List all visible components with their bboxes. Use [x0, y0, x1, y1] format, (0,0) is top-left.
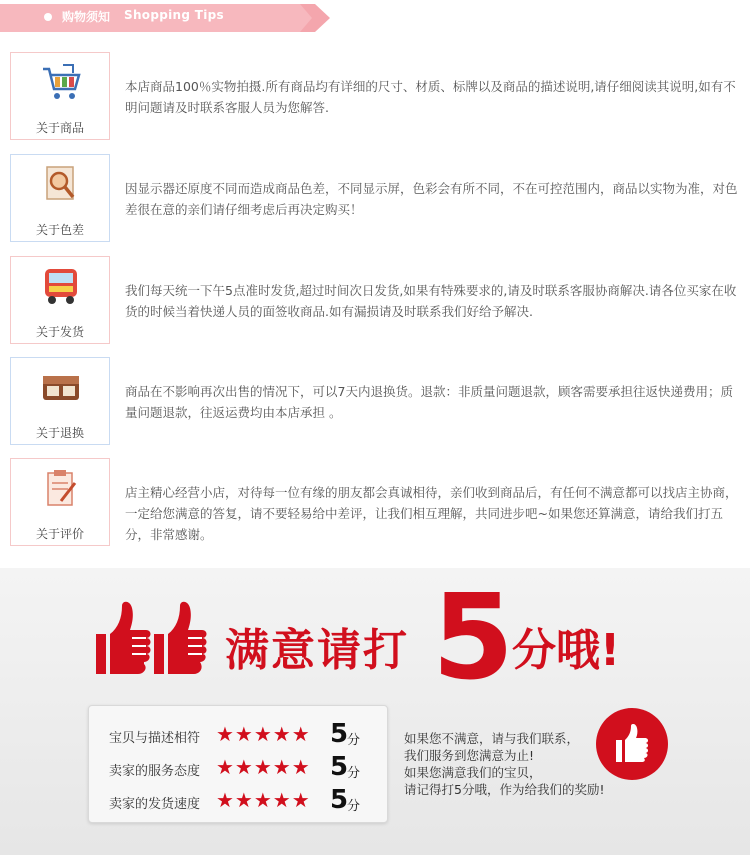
rating-unit: 分 [347, 766, 361, 781]
tip-text: 我们每天统一下午5点准时发货,超过时间次日发货,如果有特殊要求的,请及时联系客服协商解决.请各位买家在收货的时候当着快递人员的面签收商品.如有漏损请及时联系我们好给予解决. [125, 283, 737, 319]
tip-icon-box [10, 256, 110, 344]
rating-label: 宝贝与描述相符 [109, 731, 201, 746]
thumbs-up-icon [614, 724, 650, 764]
tip-text: 商品在不影响再次出售的情况下，可以7天内退换货。退款：非质量问题退款，顾客需要承担往返快递费用；质量问题退款，往返运费均由本店承担 。 [125, 384, 733, 420]
rating-unit: 分 [347, 733, 361, 748]
note-line: 请记得打5分哦，作为给我们的奖励! [404, 782, 605, 797]
clipboard-pen-icon [39, 467, 83, 511]
ribbon-title-en: Shopping Tips [124, 8, 224, 22]
tip-shipping [10, 256, 740, 344]
rating-row [89, 786, 387, 816]
thumbs-up-badge [596, 708, 668, 780]
star-icons: ★★★★★ [216, 788, 311, 812]
rating-score: 5 [330, 752, 349, 782]
shopping-tips-ribbon [0, 0, 330, 34]
rating-row [89, 720, 387, 750]
banner-five: 5 [432, 568, 515, 706]
tip-label: 关于色差 [35, 223, 84, 237]
rating-unit: 分 [347, 799, 361, 814]
rating-label: 卖家的服务态度 [109, 764, 201, 779]
rating-row [89, 753, 387, 783]
tip-label: 关于发货 [35, 325, 84, 339]
tip-text: 因显示器还原度不同而造成商品色差，不同显示屏，色彩会有所不同，不在可控范围内，商品以实物为准，对色差很在意的亲们请仔细考虑后再决定购买！ [125, 181, 738, 217]
tip-color [10, 154, 740, 242]
rating-label: 卖家的发货速度 [109, 797, 201, 812]
ribbon-dot-icon [44, 13, 52, 21]
bus-icon [39, 265, 83, 309]
tip-icon-box [10, 154, 110, 242]
note-line: 如果您不满意，请与我们联系， [404, 731, 580, 746]
tip-icon-box [10, 357, 110, 445]
tip-text: 店主精心经营小店，对待每一位有缘的朋友都会真诚相待，亲们收到商品后，有任何不满意都可以找店主协商，一定给您满意的答复，请不要轻易给中差评，让我们相互理解，共同进步吧~如果您还算满意，请给我们打五分，非常感谢。 [125, 485, 738, 542]
banner-title: 满意请打 [225, 625, 409, 676]
note-line: 如果您满意我们的宝贝， [404, 765, 542, 780]
magnifier-icon [39, 163, 83, 207]
tip-product [10, 52, 740, 140]
tip-label: 关于商品 [35, 121, 84, 135]
wallet-icon [39, 366, 83, 410]
star-icons: ★★★★★ [216, 722, 311, 746]
tip-return [10, 357, 740, 445]
ribbon-title-cn: 购物须知 [62, 10, 111, 24]
star-icons: ★★★★★ [216, 755, 311, 779]
note-line: 我们服务到您满意为止! [404, 748, 535, 763]
tip-text: 本店商品100％实物拍摄.所有商品均有详细的尺寸、材质、标牌以及商品的描述说明,请仔细阅读其说明,如有不明问题请及时联系客服人员为您解答. [125, 79, 736, 115]
tip-review [10, 458, 740, 546]
tip-label: 关于退换 [35, 426, 84, 440]
rating-score: 5 [330, 785, 349, 815]
banner-tail: 分哦! [512, 625, 621, 676]
rating-score: 5 [330, 719, 349, 749]
tip-icon-box [10, 458, 110, 546]
shopping-cart-icon [39, 61, 83, 105]
thumbs-up-icon [92, 598, 210, 678]
rating-card [88, 705, 388, 823]
rating-panel [0, 568, 750, 855]
tip-label: 关于评价 [35, 527, 84, 541]
tip-icon-box [10, 52, 110, 140]
